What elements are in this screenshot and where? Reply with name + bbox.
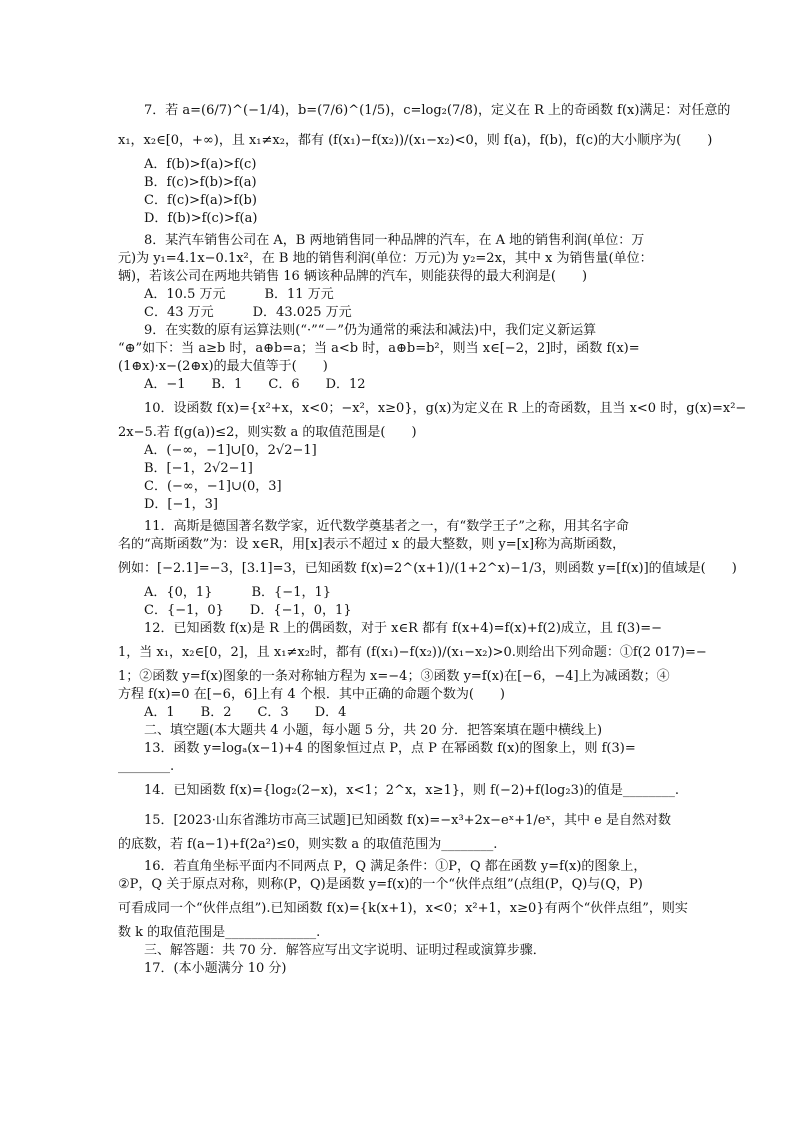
q10-option-a: A．(−∞，−1]∪[0，2√2−1] bbox=[144, 443, 317, 458]
q11-options-ab: A．{0，1} B．{−1，1} bbox=[144, 585, 332, 600]
q9-line-1: 9．在实数的原有运算法则(“·”“－”仍为通常的乘法和减法)中，我们定义新运算 bbox=[144, 323, 597, 338]
q16-line-3: 可看成同一个“伙伴点组”).已知函数 f(x)={k(x+1)，x<0；x²+1，x≥0}有两个“伙伴点组”，则实 bbox=[118, 901, 688, 916]
q7-line-1: 7．若 a=(6/7)^(−1/4)，b=(7/6)^(1/5)，c=log₂(7/8)，定义在 R 上的奇函数 f(x)满足：对任意的 bbox=[144, 103, 731, 118]
q16-line-2: ②P，Q 关于原点对称，则称(P，Q)是函数 y=f(x)的一个“伙伴点组”(点组(P，Q)与(Q，P) bbox=[118, 877, 643, 892]
section-3-heading: 三、解答题：共 70 分．解答应写出文字说明、证明过程或演算步骤． bbox=[144, 943, 546, 958]
q11-line-1: 11．高斯是德国著名数学家，近代数学奠基者之一，有“数学王子”之称，用其名字命 bbox=[144, 519, 629, 534]
q13-line-2: ________. bbox=[118, 759, 175, 774]
exam-page bbox=[118, 96, 747, 978]
q9-line-3: (1⊕x)·x−(2⊕x)的最大值等于( ) bbox=[118, 359, 328, 374]
q17-heading: 17．(本小题满分 10 分) bbox=[144, 961, 287, 976]
q9-options: A．−1 B．1 C．6 D．12 bbox=[144, 377, 366, 392]
q16-line-4: 数 k 的取值范围是______________. bbox=[118, 925, 321, 940]
q11-line-3: 例如：[−2.1]=−3，[3.1]=3，已知函数 f(x)=2^(x+1)/(1+2^x)−1/3，则函数 y=[f(x)]的值域是( ) bbox=[118, 561, 737, 576]
q9-line-2: “⊕”如下：当 a≥b 时，a⊕b=a；当 a<b 时，a⊕b=b²，则当 x∈[−2，2]时，函数 f(x)= bbox=[118, 341, 640, 356]
q14-line: 14．已知函数 f(x)={log₂(2−x)，x<1；2^x，x≥1}，则 f(−2)+f(log₂3)的值是________. bbox=[144, 783, 680, 798]
q12-line-4: 方程 f(x)=0 在[−6，6]上有 4 个根．其中正确的命题个数为( ) bbox=[118, 687, 505, 702]
q8-line-1: 8．某汽车销售公司在 A，B 两地销售同一种品牌的汽车，在 A 地的销售利润(单位：万 bbox=[144, 233, 645, 248]
q8-options-ab: A．10.5 万元 B．11 万元 bbox=[144, 287, 334, 302]
q8-line-2: 元)为 y₁=4.1x−0.1x²，在 B 地的销售利润(单位：万元)为 y₂=2x，其中 x 为销售量(单位： bbox=[118, 251, 653, 266]
q7-option-c: C．f(c)>f(a)>f(b) bbox=[144, 193, 257, 208]
q12-line-1: 12．已知函数 f(x)是 R 上的偶函数，对于 x∈R 都有 f(x+4)=f(x)+f(2)成立，且 f(3)=− bbox=[144, 621, 663, 636]
q16-line-1: 16．若直角坐标平面内不同两点 P，Q 满足条件：①P，Q 都在函数 y=f(x)的图象上， bbox=[144, 859, 647, 874]
q15-line-1: 15．[2023·山东省潍坊市高三试题]已知函数 f(x)=−x³+2x−eˣ+1/eˣ，其中 e 是自然对数 bbox=[144, 813, 671, 828]
q7-line-2: x₁，x₂∈[0，+∞)，且 x₁≠x₂，都有 (f(x₁)−f(x₂))/(x₁−x₂)<0，则 f(a)，f(b)，f(c)的大小顺序为( ) bbox=[118, 133, 713, 148]
q11-options-cd: C．{−1，0} D．{−1，0，1} bbox=[144, 603, 352, 618]
q10-option-b: B．[−1，2√2−1] bbox=[144, 461, 253, 476]
section-2-heading: 二、填空题(本大题共 4 小题，每小题 5 分，共 20 分．把答案填在题中横线上) bbox=[144, 723, 603, 738]
q12-options: A．1 B．2 C．3 D．4 bbox=[144, 705, 347, 720]
q7-option-b: B．f(c)>f(b)>f(a) bbox=[144, 175, 257, 190]
q8-line-3: 辆)，若该公司在两地共销售 16 辆该种品牌的汽车，则能获得的最大利润是( ) bbox=[118, 269, 588, 284]
q12-line-3: 1；②函数 y=f(x)图象的一条对称轴方程为 x=−4；③函数 y=f(x)在[−6，−4]上为减函数；④ bbox=[118, 669, 670, 684]
q7-option-a: A．f(b)>f(a)>f(c) bbox=[144, 157, 257, 172]
q12-line-2: 1，当 x₁，x₂∈[0，2]，且 x₁≠x₂时，都有 (f(x₁)−f(x₂))/(x₁−x₂)>0.则给出下列命题：①f(2 017)=− bbox=[118, 645, 707, 660]
q11-line-2: 名的“高斯函数”为：设 x∈R，用[x]表示不超过 x 的最大整数，则 y=[x]称为高斯函数， bbox=[118, 537, 626, 552]
q10-option-c: C．(−∞，−1]∪(0，3] bbox=[144, 479, 282, 494]
q15-line-2: 的底数，若 f(a−1)+f(2a²)≤0，则实数 a 的取值范围为________. bbox=[118, 837, 498, 852]
q10-line-2: 2x−5.若 f(g(a))≤2，则实数 a 的取值范围是( ) bbox=[118, 425, 417, 440]
q10-option-d: D．[−1，3] bbox=[144, 497, 219, 512]
q10-line-1: 10．设函数 f(x)={x²+x，x<0；−x²，x≥0}，g(x)为定义在 R 上的奇函数，且当 x<0 时，g(x)=x²− bbox=[144, 401, 747, 416]
q7-option-d: D．f(b)>f(c)>f(a) bbox=[144, 211, 258, 226]
q8-options-cd: C．43 万元 D．43.025 万元 bbox=[144, 305, 352, 320]
q13-line-1: 13．函数 y=logₐ(x−1)+4 的图象恒过点 P，点 P 在幂函数 f(x)的图象上，则 f(3)= bbox=[144, 741, 636, 756]
